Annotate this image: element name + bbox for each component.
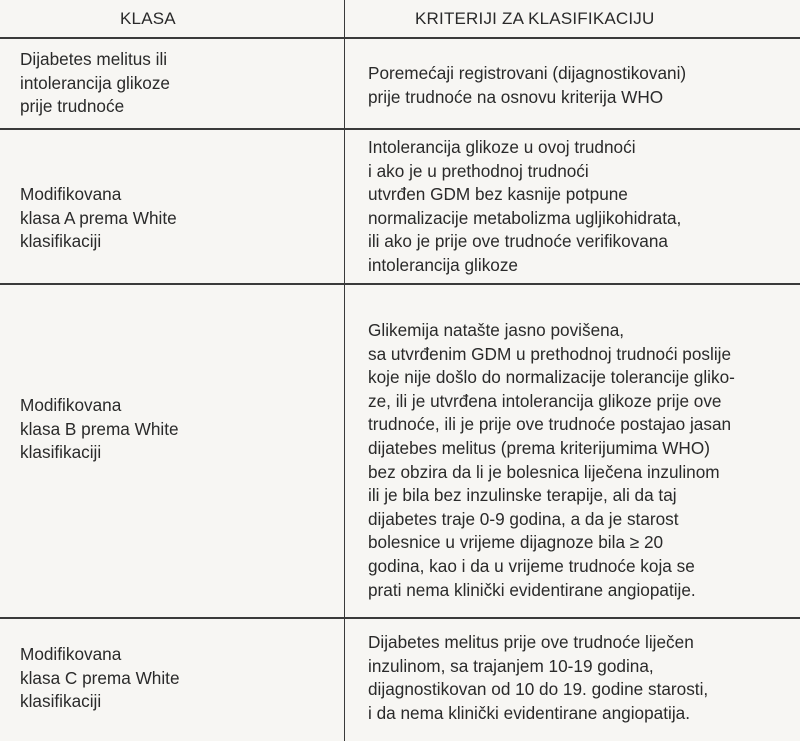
text-line: inzulinom, sa trajanjem 10-19 godina, — [368, 655, 654, 676]
text-line: bolesnice u vrijeme dijagnoze bila ≥ 20 — [368, 532, 664, 553]
row-divider — [0, 128, 800, 130]
text-line: klasifikaciji — [20, 691, 102, 712]
header-divider — [0, 37, 800, 39]
text-line: ili ako je prije ove trudnoće verifikovana — [368, 231, 668, 252]
header-kriteriji: KRITERIJI ZA KLASIFIKACIJU — [415, 9, 655, 28]
text-line: ze, ili je utvrđena intolerancija glikoze prije ove — [368, 390, 722, 411]
text-line: klasa A prema White — [20, 207, 177, 228]
text-line: i ako je u prethodnoj trudnoći — [368, 160, 589, 181]
row-1-kriteriji — [368, 62, 686, 109]
text-line: klasifikaciji — [20, 442, 102, 463]
text-line: dijagnostikovan od 10 do 19. godine starosti, — [368, 679, 709, 700]
row-4-kriteriji — [368, 631, 708, 725]
row-4-klasa — [20, 643, 180, 714]
text-line: bez obzira da li je bolesnica liječena inzulinom — [368, 461, 720, 482]
text-line: intolerancija glikoze — [368, 254, 518, 275]
text-line: trudnoće, ili je prije ove trudnoće postajao jasan — [368, 414, 732, 435]
row-1-klasa — [20, 48, 170, 119]
row-divider — [0, 283, 800, 285]
text-line: i da nema klinički evidentirane angiopatija. — [368, 702, 690, 723]
text-line: Modifikovana — [20, 644, 122, 664]
row-2-klasa — [20, 183, 177, 254]
header-klasa: KLASA — [120, 9, 176, 28]
text-line: Dijabetes melitus ili — [20, 49, 168, 69]
text-line: dijatebes melitus (prema kriterijumima WHO) — [368, 437, 710, 458]
text-line: sa utvrđenim GDM u prethodnoj trudnoći poslije — [368, 343, 732, 364]
text-line: prije trudnoće — [20, 96, 125, 117]
text-line: Glikemija natašte jasno povišena, — [368, 320, 625, 340]
text-line: Modifikovana — [20, 184, 122, 204]
text-line: ili je bila bez inzulinske terapije, ali da taj — [368, 485, 677, 506]
text-line: intolerancija glikoze — [20, 72, 170, 93]
text-line: klasa B prema White — [20, 418, 179, 439]
row-3-kriteriji — [368, 319, 735, 602]
text-line: koje nije došlo do normalizacije tolerancije gliko- — [368, 367, 735, 388]
text-line: Poremećaji registrovani (dijagnostikovani) — [368, 63, 687, 83]
text-line: normalizacije metabolizma ugljikohidrata, — [368, 207, 682, 228]
text-line: Dijabetes melitus prije ove trudnoće liječen — [368, 632, 694, 652]
text-line: klasifikaciji — [20, 231, 102, 252]
text-line: godina, kao i da u vrijeme trudnoće koja se — [368, 555, 695, 576]
text-line: prati nema klinički evidentirane angiopatije. — [368, 579, 696, 600]
text-line: Modifikovana — [20, 395, 122, 415]
text-line: klasa C prema White — [20, 667, 180, 688]
text-line: Intolerancija glikoze u ovoj trudnoći — [368, 137, 636, 157]
text-line: prije trudnoće na osnovu kriterija WHO — [368, 86, 664, 107]
row-3-klasa — [20, 394, 179, 465]
text-line: utvrđen GDM bez kasnije potpune — [368, 184, 628, 205]
row-divider — [0, 617, 800, 619]
row-2-kriteriji — [368, 136, 681, 278]
column-divider — [344, 0, 345, 741]
text-line: dijabetes traje 0-9 godina, a da je starost — [368, 508, 679, 529]
